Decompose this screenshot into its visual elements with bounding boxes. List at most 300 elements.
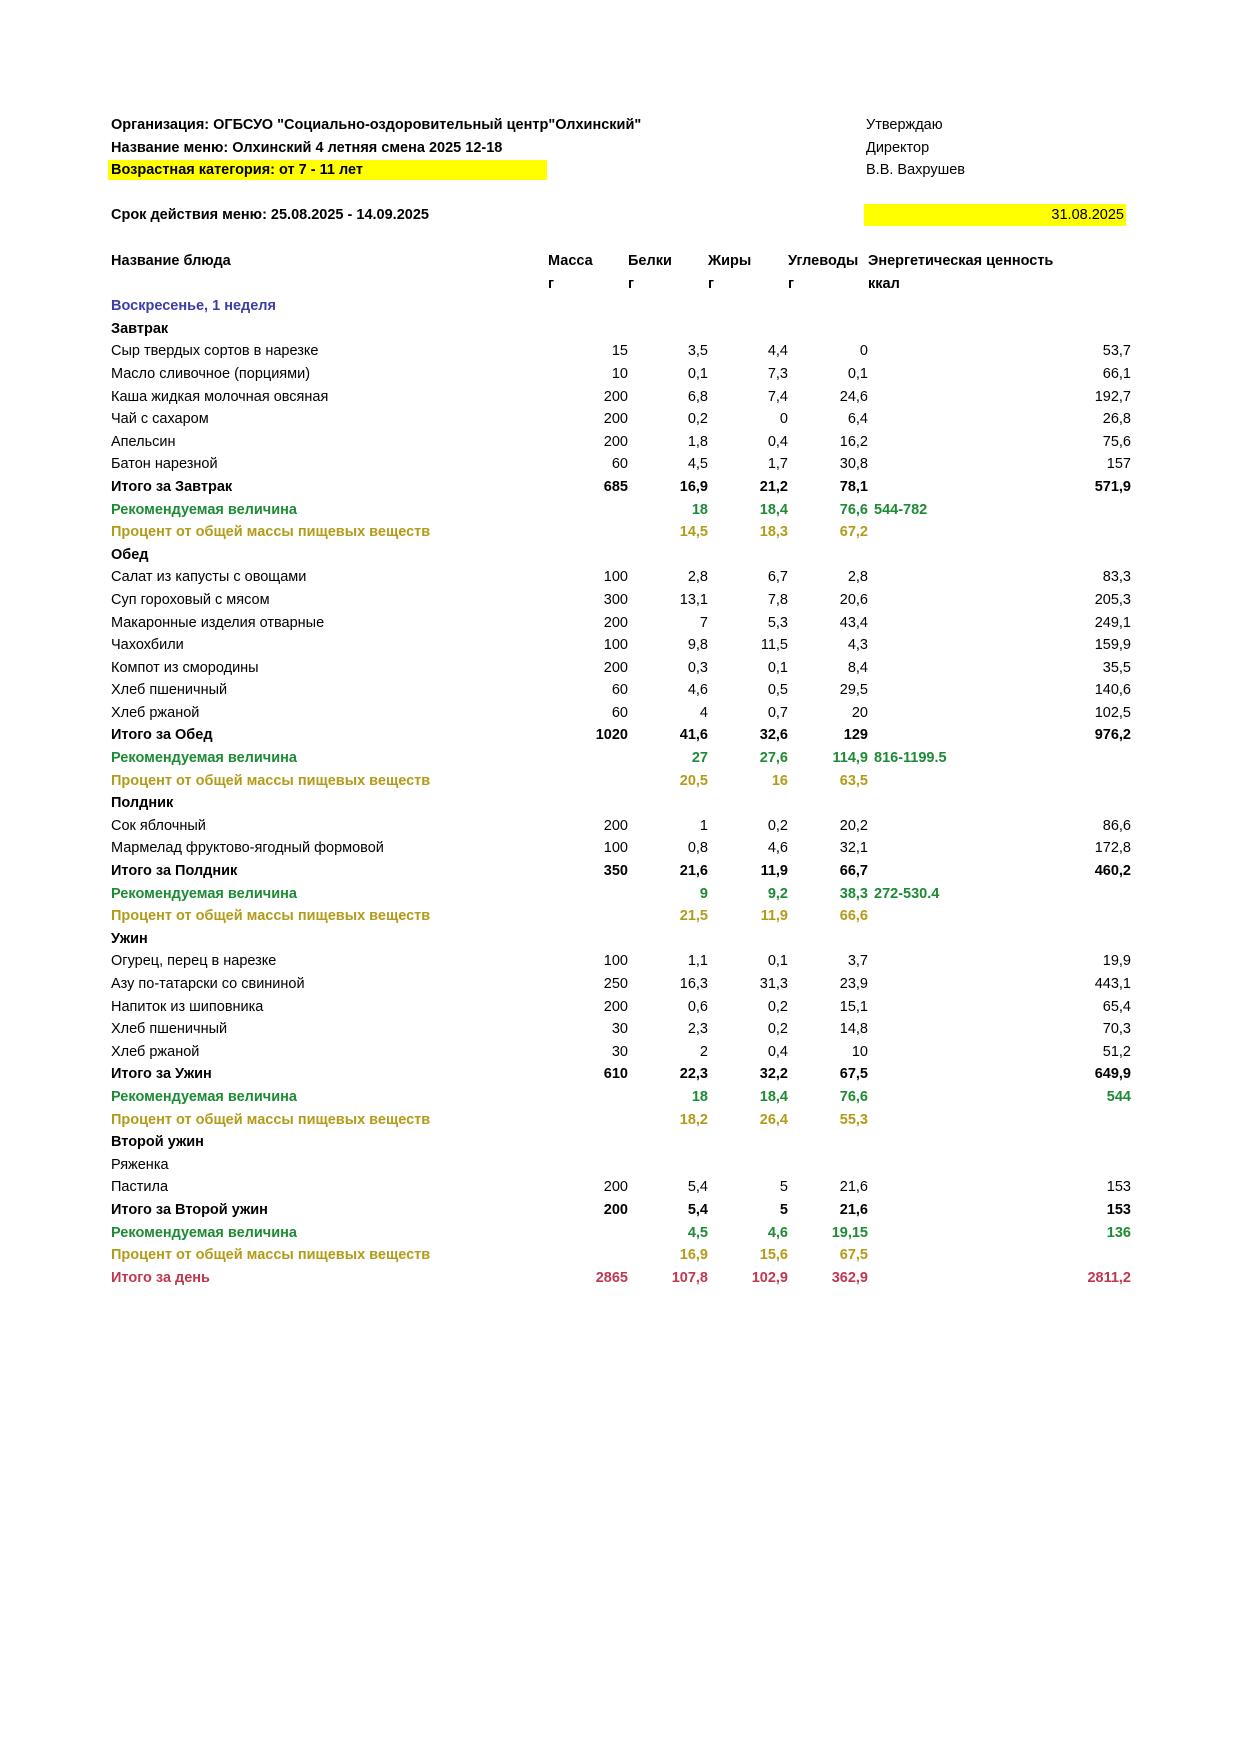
fat-cell: 9,2 — [767, 885, 788, 902]
dish-row — [111, 1041, 1131, 1064]
recommended-row — [111, 747, 1131, 770]
protein-cell: 107,8 — [671, 1269, 708, 1286]
dish-name: Процент от общей массы пищевых веществ — [111, 772, 431, 789]
fat-cell: 102,9 — [751, 1269, 788, 1286]
protein-cell: 2 — [699, 1043, 708, 1060]
mass-cell: 200 — [603, 1179, 628, 1196]
kcal-cell — [868, 544, 1131, 567]
mass-cell: 610 — [603, 1066, 628, 1083]
kcal-cell — [868, 295, 1131, 318]
mass-cell: 30 — [611, 1021, 628, 1038]
recommended-row — [111, 499, 1131, 522]
approve-label: Утверждаю — [866, 117, 943, 133]
mass-cell: 60 — [611, 704, 628, 721]
dish-name: Процент от общей массы пищевых веществ — [111, 908, 431, 925]
col-energy-header: Энергетическая ценность — [868, 253, 1054, 269]
day-total-row — [111, 1267, 1131, 1290]
carbs-cell: 19,15 — [831, 1224, 868, 1241]
fat-cell: 0,4 — [767, 433, 788, 450]
dish-name: Ряженка — [111, 1156, 169, 1173]
carbs-cell: 24,6 — [839, 388, 868, 405]
protein-cell: 7 — [699, 614, 708, 631]
dish-name: Итого за Ужин — [111, 1066, 212, 1083]
column-header-row — [111, 250, 1131, 273]
dish-row — [111, 386, 1131, 409]
dish-row — [111, 589, 1131, 612]
fat-cell: 0 — [779, 411, 788, 428]
dish-name: Итого за Второй ужин — [111, 1201, 268, 1218]
mass-cell — [548, 905, 628, 928]
protein-cell: 27 — [691, 750, 708, 767]
carbs-cell — [788, 318, 868, 341]
kcal-cell — [868, 1109, 1131, 1132]
fat-cell — [708, 318, 788, 341]
dish-name: Напиток из шиповника — [111, 998, 264, 1015]
kcal-cell: 205,3 — [1094, 591, 1131, 608]
dish-name: Процент от общей массы пищевых веществ — [111, 1247, 431, 1264]
kcal-cell — [868, 1244, 1131, 1267]
fat-cell: 0,1 — [767, 659, 788, 676]
dish-row — [111, 1176, 1131, 1199]
mass-cell — [548, 770, 628, 793]
protein-cell: 21,6 — [679, 863, 708, 880]
kcal-cell: 35,5 — [1102, 659, 1131, 676]
carbs-cell: 2,8 — [847, 569, 868, 586]
mass-cell: 685 — [603, 478, 628, 495]
carbs-cell: 16,2 — [839, 433, 868, 450]
dish-name: Чай с сахаром — [111, 411, 209, 428]
dish-name: Завтрак — [111, 320, 169, 337]
dish-name: Хлеб ржаной — [111, 704, 200, 721]
dish-name: Итого за Завтрак — [111, 478, 233, 495]
fat-cell: 18,4 — [759, 501, 788, 518]
dish-name: Обед — [111, 546, 149, 563]
kcal-range-cell: 544-782 — [874, 501, 928, 518]
dish-name: Процент от общей массы пищевых веществ — [111, 524, 431, 541]
carbs-cell: 8,4 — [847, 659, 868, 676]
mass-cell: 10 — [611, 365, 628, 382]
kcal-cell: 460,2 — [1094, 863, 1131, 880]
protein-cell: 4,6 — [687, 682, 708, 699]
col-mass-header: Масса — [548, 253, 593, 269]
protein-cell: 0,6 — [687, 998, 708, 1015]
mass-cell — [548, 883, 628, 906]
protein-cell: 0,3 — [687, 659, 708, 676]
mass-cell: 1020 — [595, 727, 628, 744]
dish-name: Каша жидкая молочная овсяная — [111, 388, 329, 405]
protein-cell: 2,3 — [687, 1021, 708, 1038]
dish-row — [111, 408, 1131, 431]
mass-cell: 200 — [603, 433, 628, 450]
mass-cell: 30 — [611, 1043, 628, 1060]
protein-cell — [628, 792, 708, 815]
carbs-cell: 362,9 — [831, 1269, 868, 1286]
dish-name: Суп гороховый с мясом — [111, 591, 270, 608]
protein-cell: 4,5 — [687, 456, 708, 473]
carbs-cell: 66,7 — [839, 863, 868, 880]
carbs-cell: 21,6 — [839, 1201, 868, 1218]
kcal-cell: 249,1 — [1094, 614, 1131, 631]
protein-cell: 18,2 — [679, 1111, 708, 1128]
dish-name: Полдник — [111, 795, 174, 812]
dish-name: Сок яблочный — [111, 817, 206, 834]
dish-row — [111, 453, 1131, 476]
mass-cell: 200 — [603, 659, 628, 676]
dish-name: Рекомендуемая величина — [111, 1224, 297, 1241]
carbs-cell: 114,9 — [832, 750, 868, 767]
fat-cell: 11,9 — [760, 908, 788, 925]
mass-cell — [548, 1131, 628, 1154]
dish-name: Рекомендуемая величина — [111, 1088, 297, 1105]
carbs-cell: 10 — [851, 1043, 868, 1060]
meal-heading-row — [111, 318, 1131, 341]
kcal-cell — [868, 905, 1131, 928]
fat-cell: 1,7 — [767, 456, 788, 473]
protein-cell: 5,4 — [687, 1179, 708, 1196]
fat-cell: 0,2 — [767, 1021, 788, 1038]
dish-row — [111, 657, 1131, 680]
fat-cell: 32,2 — [759, 1066, 788, 1083]
dish-name: Хлеб пшеничный — [111, 1021, 228, 1038]
col-name-header: Название блюда — [111, 253, 231, 269]
fat-cell — [708, 928, 788, 951]
carbs-cell: 20 — [851, 704, 868, 721]
meal-heading-row — [111, 1131, 1131, 1154]
carbs-cell: 4,3 — [847, 637, 868, 654]
carbs-cell — [788, 1131, 868, 1154]
dish-name: Воскресенье, 1 неделя — [111, 298, 276, 315]
mass-cell: 15 — [611, 343, 628, 360]
dish-row — [111, 702, 1131, 725]
kcal-cell: 571,9 — [1094, 478, 1131, 495]
fat-cell: 18,3 — [759, 524, 788, 541]
validity-line: Срок действия меню: 25.08.2025 - 14.09.2025 — [111, 207, 429, 223]
mass-cell — [548, 792, 628, 815]
dish-name: Итого за день — [111, 1269, 210, 1286]
fat-cell: 0,1 — [767, 953, 788, 970]
protein-cell: 5,4 — [687, 1201, 708, 1218]
dish-name: Масло сливочное (порциями) — [111, 365, 311, 382]
kcal-cell — [868, 521, 1131, 544]
menu-name-line: Название меню: Олхинский 4 летняя смена 2025 12-18 — [111, 140, 503, 156]
kcal-range-cell: 272-530.4 — [874, 885, 940, 902]
mass-cell — [548, 544, 628, 567]
kcal-cell: 976,2 — [1094, 727, 1131, 744]
kcal-cell: 53,7 — [1102, 343, 1131, 360]
meal-total-row — [111, 1199, 1131, 1222]
meal-heading-row — [111, 792, 1131, 815]
protein-cell: 3,5 — [687, 343, 708, 360]
fat-cell: 32,6 — [759, 727, 788, 744]
protein-cell: 0,1 — [687, 365, 708, 382]
fat-cell: 0,4 — [767, 1043, 788, 1060]
dish-row — [111, 1018, 1131, 1041]
protein-cell: 22,3 — [679, 1066, 708, 1083]
fat-cell: 7,4 — [767, 388, 788, 405]
fat-cell: 31,3 — [759, 976, 788, 992]
mass-cell — [548, 1244, 628, 1267]
carbs-cell: 76,6 — [839, 501, 868, 518]
kcal-range-cell: 816-1199.5 — [874, 750, 947, 767]
carbs-cell: 20,2 — [839, 817, 868, 834]
mass-cell — [548, 499, 628, 522]
mass-cell: 300 — [603, 591, 628, 608]
dish-row — [111, 1154, 1131, 1177]
dish-name: Салат из капусты с овощами — [111, 569, 307, 586]
protein-cell: 1,1 — [687, 953, 708, 970]
kcal-cell — [868, 318, 1131, 341]
dish-row — [111, 634, 1131, 657]
mass-cell: 200 — [603, 388, 628, 405]
protein-cell — [628, 1131, 708, 1154]
fat-cell: 15,6 — [759, 1247, 788, 1264]
mass-cell — [548, 1109, 628, 1132]
carbs-cell — [788, 295, 868, 318]
mass-unit: г — [548, 275, 555, 292]
mass-cell — [548, 318, 628, 341]
carbs-cell — [788, 1154, 868, 1177]
mass-cell: 100 — [603, 840, 628, 857]
dish-name: Ужин — [111, 930, 148, 947]
mass-cell: 60 — [611, 456, 628, 473]
carbs-cell: 20,6 — [839, 591, 868, 608]
mass-cell — [548, 928, 628, 951]
kcal-cell — [868, 1131, 1131, 1154]
mass-cell: 200 — [603, 998, 628, 1015]
percent-row — [111, 1109, 1131, 1132]
kcal-cell: 83,3 — [1102, 569, 1131, 586]
kcal-cell: 544 — [1106, 1088, 1131, 1105]
mass-cell: 200 — [603, 411, 628, 428]
protein-cell: 21,5 — [679, 908, 708, 925]
kcal-cell — [868, 792, 1131, 815]
protein-cell: 13,1 — [679, 591, 708, 608]
menu-table — [111, 250, 1131, 1289]
meal-total-row — [111, 476, 1131, 499]
kcal-cell: 86,6 — [1102, 817, 1131, 834]
carbs-cell: 78,1 — [839, 478, 868, 495]
carbs-cell: 23,9 — [839, 976, 868, 992]
day-heading-row — [111, 295, 1131, 318]
mass-cell — [548, 521, 628, 544]
dish-row — [111, 996, 1131, 1019]
kcal-cell: 66,1 — [1102, 365, 1131, 382]
col-protein-header: Белки — [628, 253, 672, 269]
dish-row — [111, 340, 1131, 363]
mass-cell — [548, 1222, 628, 1245]
mass-cell: 200 — [603, 614, 628, 631]
dish-name: Пастила — [111, 1179, 169, 1196]
unit-row — [111, 273, 1131, 296]
mass-cell — [548, 747, 628, 770]
dish-row — [111, 837, 1131, 860]
fat-cell: 16 — [771, 772, 788, 789]
menu-table-body — [111, 250, 1131, 1289]
percent-row — [111, 521, 1131, 544]
fat-cell: 4,6 — [767, 840, 788, 857]
kcal-cell: 153 — [1106, 1201, 1131, 1218]
fat-cell — [708, 1131, 788, 1154]
carbs-cell: 14,8 — [839, 1021, 868, 1038]
dish-name: Чахохбили — [111, 637, 184, 654]
fat-cell: 11,5 — [760, 637, 788, 654]
dish-name: Компот из смородины — [111, 659, 259, 676]
protein-cell — [628, 928, 708, 951]
mass-cell — [548, 1086, 628, 1109]
fat-cell — [708, 544, 788, 567]
protein-cell: 20,5 — [679, 772, 708, 789]
fat-cell: 5 — [779, 1201, 788, 1218]
protein-cell: 2,8 — [687, 569, 708, 586]
protein-cell: 1 — [699, 817, 708, 834]
energy-unit: ккал — [868, 275, 900, 292]
fat-cell: 0,2 — [767, 817, 788, 834]
carbs-cell: 29,5 — [839, 682, 868, 699]
kcal-cell: 65,4 — [1102, 998, 1131, 1015]
dish-name: Огурец, перец в нарезке — [111, 953, 277, 970]
organization-line: Организация: ОГБСУО "Социально-оздоровительный центр"Олхинский" — [111, 117, 642, 133]
carbs-cell: 67,5 — [839, 1066, 868, 1083]
meal-heading-row — [111, 928, 1131, 951]
dish-row — [111, 566, 1131, 589]
carbs-cell — [788, 544, 868, 567]
kcal-cell — [868, 928, 1131, 951]
mass-cell: 200 — [603, 1201, 628, 1218]
protein-cell: 0,2 — [687, 411, 708, 428]
fat-cell — [708, 1154, 788, 1177]
fat-unit: г — [708, 275, 715, 292]
protein-cell: 1,8 — [687, 433, 708, 450]
fat-cell: 7,8 — [767, 591, 788, 608]
kcal-cell: 159,9 — [1094, 637, 1131, 654]
carbs-cell: 63,5 — [839, 772, 868, 789]
dish-name: Батон нарезной — [111, 456, 218, 473]
percent-row — [111, 770, 1131, 793]
director-label: Директор — [866, 140, 930, 156]
meal-total-row — [111, 860, 1131, 883]
dish-name: Второй ужин — [111, 1134, 204, 1151]
mass-cell — [548, 295, 628, 318]
meal-total-row — [111, 724, 1131, 747]
col-carbs-header: Углеводы — [788, 253, 859, 269]
mass-cell: 200 — [603, 817, 628, 834]
mass-cell — [548, 1154, 628, 1177]
kcal-cell: 102,5 — [1094, 704, 1131, 721]
fat-cell: 6,7 — [767, 569, 788, 586]
dish-row — [111, 612, 1131, 635]
dish-name: Азу по-татарски со свининой — [111, 976, 305, 992]
carbs-cell — [788, 792, 868, 815]
kcal-cell: 75,6 — [1102, 433, 1131, 450]
fat-cell: 18,4 — [759, 1088, 788, 1105]
meal-total-row — [111, 1063, 1131, 1086]
mass-cell: 100 — [603, 569, 628, 586]
kcal-cell: 157 — [1106, 456, 1131, 473]
protein-cell: 4 — [699, 704, 708, 721]
kcal-cell: 649,9 — [1094, 1066, 1131, 1083]
carbs-unit: г — [788, 275, 795, 292]
mass-cell: 2865 — [595, 1269, 628, 1286]
protein-cell: 16,3 — [679, 976, 708, 992]
protein-cell: 16,9 — [679, 478, 708, 495]
kcal-cell: 443,1 — [1094, 976, 1131, 992]
kcal-cell: 2811,2 — [1087, 1269, 1131, 1286]
fat-cell: 11,9 — [760, 863, 788, 880]
mass-cell: 60 — [611, 682, 628, 699]
protein-cell — [628, 544, 708, 567]
protein-cell: 41,6 — [679, 727, 708, 744]
recommended-row — [111, 883, 1131, 906]
protein-cell: 14,5 — [679, 524, 708, 541]
carbs-cell: 15,1 — [839, 998, 868, 1015]
dish-name: Итого за Обед — [111, 727, 213, 744]
dish-name: Итого за Полдник — [111, 863, 238, 880]
dish-name: Сыр твердых сортов в нарезке — [111, 343, 319, 360]
kcal-cell: 153 — [1106, 1179, 1131, 1196]
carbs-cell: 76,6 — [839, 1088, 868, 1105]
dish-row — [111, 815, 1131, 838]
protein-unit: г — [628, 275, 635, 292]
dish-name: Макаронные изделия отварные — [111, 614, 325, 631]
carbs-cell: 21,6 — [839, 1179, 868, 1196]
age-category-line: Возрастная категория: от 7 - 11 лет — [108, 160, 547, 180]
dish-name: Апельсин — [111, 433, 176, 450]
col-fat-header: Жиры — [708, 253, 752, 269]
mass-cell: 250 — [603, 976, 628, 992]
fat-cell: 0,2 — [767, 998, 788, 1015]
kcal-cell: 140,6 — [1094, 682, 1131, 699]
fat-cell: 7,3 — [767, 365, 788, 382]
fat-cell: 5,3 — [767, 614, 788, 631]
fat-cell: 26,4 — [759, 1111, 788, 1128]
carbs-cell — [788, 928, 868, 951]
fat-cell — [708, 295, 788, 318]
approval-date: 31.08.2025 — [864, 204, 1126, 226]
dish-row — [111, 950, 1131, 973]
protein-cell: 0,8 — [687, 840, 708, 857]
protein-cell: 18 — [691, 501, 708, 518]
dish-row — [111, 431, 1131, 454]
mass-cell: 100 — [603, 953, 628, 970]
carbs-cell: 43,4 — [839, 614, 868, 631]
fat-cell — [708, 792, 788, 815]
carbs-cell: 129 — [843, 727, 868, 744]
dish-name: Хлеб ржаной — [111, 1043, 200, 1060]
mass-cell: 100 — [603, 637, 628, 654]
dish-name: Хлеб пшеничный — [111, 682, 228, 699]
fat-cell: 5 — [779, 1179, 788, 1196]
recommended-row — [111, 1086, 1131, 1109]
carbs-cell: 0 — [859, 343, 868, 360]
kcal-cell: 51,2 — [1102, 1043, 1131, 1060]
protein-cell: 4,5 — [687, 1224, 708, 1241]
protein-cell — [628, 1154, 708, 1177]
dish-name: Мармелад фруктово-ягодный формовой — [111, 840, 384, 857]
dish-name: Рекомендуемая величина — [111, 501, 297, 518]
carbs-cell: 67,2 — [839, 524, 868, 541]
protein-cell — [628, 318, 708, 341]
kcal-cell: 136 — [1106, 1224, 1131, 1241]
carbs-cell: 30,8 — [839, 456, 868, 473]
mass-cell: 350 — [603, 863, 628, 880]
dish-name: Рекомендуемая величина — [111, 885, 297, 902]
carbs-cell: 6,4 — [847, 411, 868, 428]
carbs-cell: 66,6 — [839, 908, 868, 925]
carbs-cell: 0,1 — [847, 365, 868, 382]
kcal-cell — [868, 1154, 1131, 1177]
kcal-cell: 70,3 — [1102, 1021, 1131, 1038]
protein-cell: 16,9 — [679, 1247, 708, 1264]
